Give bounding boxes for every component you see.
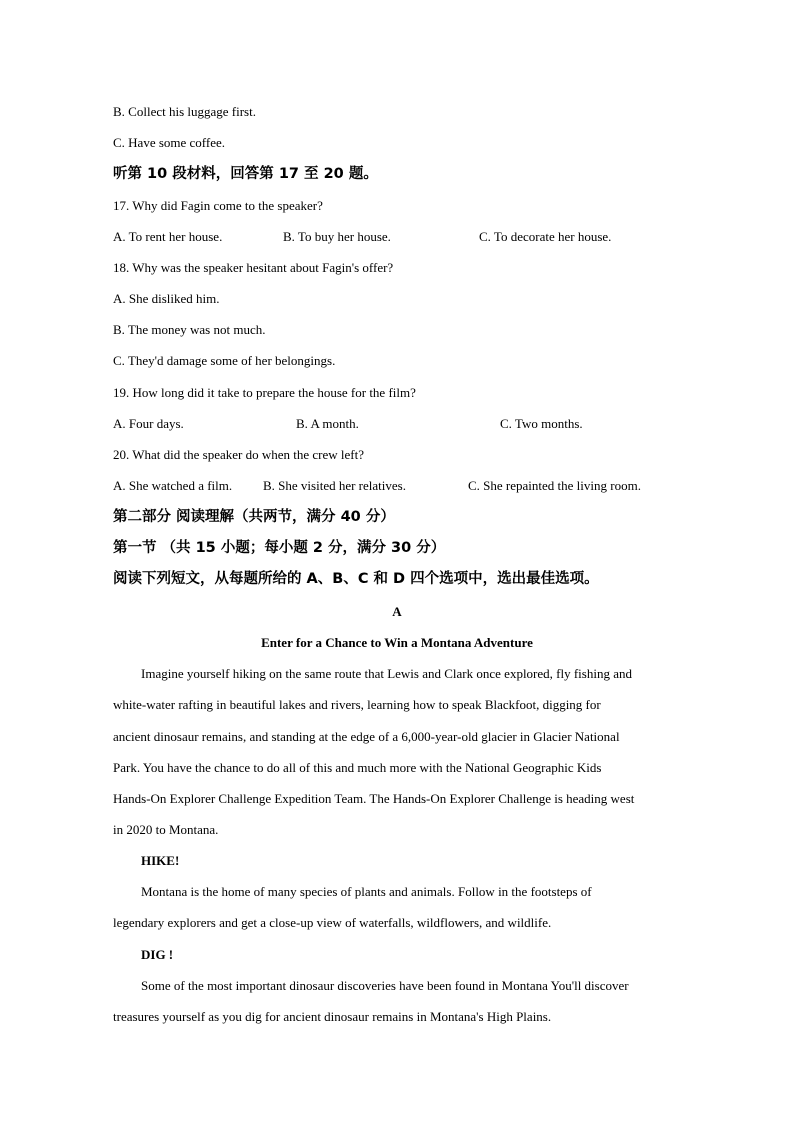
question-17-option-c: C. To decorate her house. <box>479 229 612 244</box>
passage-letter: A <box>392 604 402 619</box>
passage-title: Enter for a Chance to Win a Montana Adventure <box>261 635 533 650</box>
question-20-option-b: B. She visited her relatives. <box>263 478 406 493</box>
passage-line: Some of the most important dinosaur discoveries have been found in Montana You'll discover <box>141 978 629 993</box>
question-20-option-c: C. She repainted the living room. <box>468 478 641 493</box>
question-18-option-b: B. The money was not much. <box>113 322 266 337</box>
passage-line: legendary explorers and get a close-up view of waterfalls, wildflowers, and wildlife. <box>113 915 552 930</box>
question-19-option-a: A. Four days. <box>113 416 184 431</box>
passage-line: ancient dinosaur remains, and standing at the edge of a 6,000-year-old glacier in Glacier National <box>113 729 620 744</box>
section-10-heading: 听第 10 段材料，回答第 17 至 20 题。 <box>113 166 378 182</box>
dig-heading: DIG ! <box>141 947 174 962</box>
reading-instruction: 阅读下列短文，从每题所给的 A、B、C 和 D 四个选项中，选出最佳选项。 <box>113 571 599 587</box>
question-18-option-a: A. She disliked him. <box>113 291 220 306</box>
question-19-option-b: B. A month. <box>296 416 359 431</box>
q16-option-c: C. Have some coffee. <box>113 135 226 150</box>
question-20-option-a: A. She watched a film. <box>113 478 233 493</box>
passage-line: Park. You have the chance to do all of this and much more with the National Geographic Kids <box>113 760 602 775</box>
question-20-stem: 20. What did the speaker do when the crew left? <box>113 447 364 462</box>
hike-heading: HIKE! <box>141 853 180 868</box>
section1-heading: 第一节 （共 15 小题；每小题 2 分，满分 30 分） <box>113 540 446 556</box>
passage-line: in 2020 to Montana. <box>113 822 219 837</box>
passage-line: Montana is the home of many species of plants and animals. Follow in the footsteps of <box>141 884 592 899</box>
q16-option-b: B. Collect his luggage first. <box>113 104 256 119</box>
question-18-stem: 18. Why was the speaker hesitant about Fagin's offer? <box>113 260 394 275</box>
passage-line: white-water rafting in beautiful lakes and rivers, learning how to speak Blackfoot, digging for <box>113 697 601 712</box>
question-19-option-c: C. Two months. <box>500 416 583 431</box>
question-18-option-c: C. They'd damage some of her belongings. <box>113 353 336 368</box>
question-17-stem: 17. Why did Fagin come to the speaker? <box>113 198 323 213</box>
question-19-stem: 19. How long did it take to prepare the house for the film? <box>113 385 416 400</box>
passage-line: Hands-On Explorer Challenge Expedition Team. The Hands-On Explorer Challenge is heading west <box>113 791 635 806</box>
part2-heading: 第二部分 阅读理解（共两节，满分 40 分） <box>113 509 395 525</box>
passage-line: Imagine yourself hiking on the same route that Lewis and Clark once explored, fly fishing and <box>141 666 632 681</box>
question-17-option-a: A. To rent her house. <box>113 229 223 244</box>
question-17-option-b: B. To buy her house. <box>283 229 391 244</box>
passage-line: treasures yourself as you dig for ancient dinosaur remains in Montana's High Plains. <box>113 1009 552 1024</box>
